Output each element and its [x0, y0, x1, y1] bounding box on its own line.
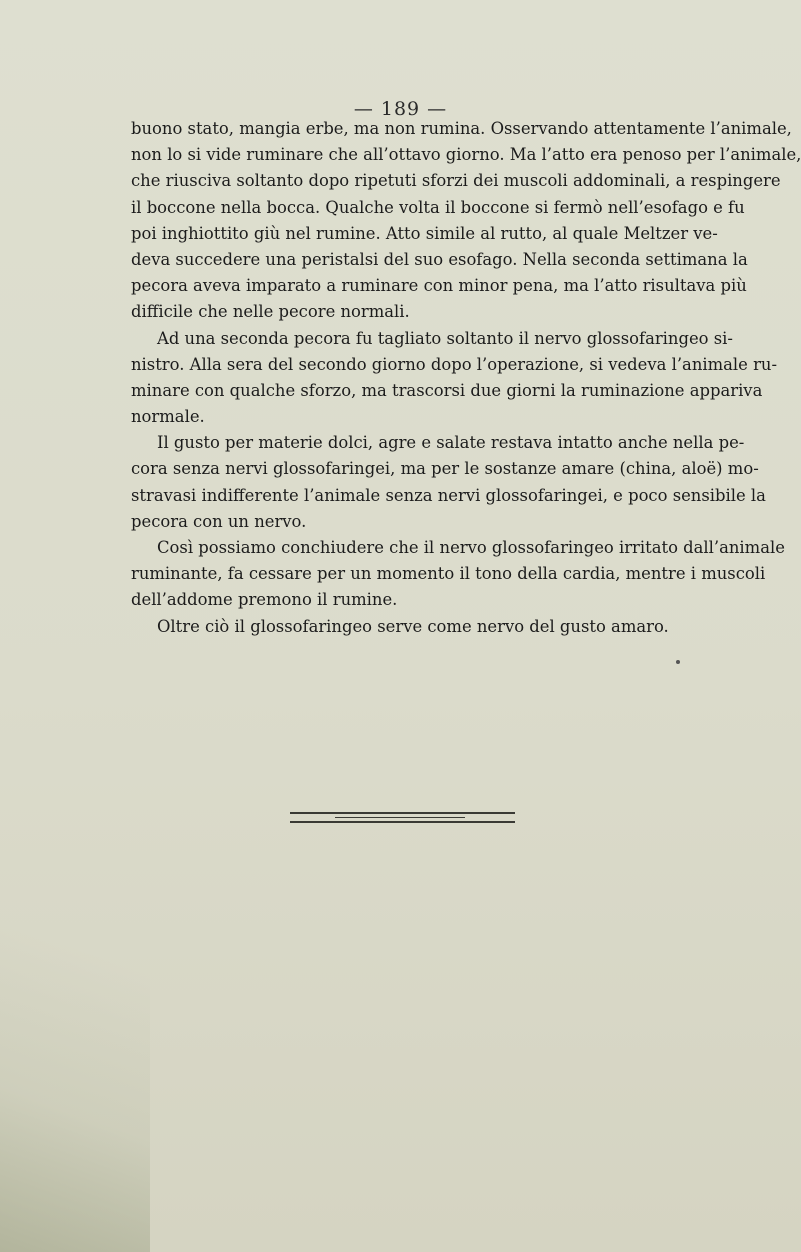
- text-line: difficile che nelle pecore normali.: [131, 302, 410, 322]
- body-text: [131, 116, 801, 640]
- paragraph: [131, 430, 766, 535]
- text-line: cora senza nervi glossofaringei, ma per le sostanze amare (china, aloë) mo-: [131, 459, 759, 479]
- text-line: dell’addome premono il rumine.: [131, 590, 398, 610]
- section-end-rule: [290, 812, 515, 826]
- text-line: poi inghiottito giù nel rumine. Atto simile al rutto, al quale Meltzer ve-: [131, 223, 718, 243]
- rule-line: [290, 821, 515, 823]
- paragraph: [131, 116, 801, 326]
- text-line: deva succedere una peristalsi del suo esofago. Nella seconda settimana la: [131, 249, 748, 269]
- page-number: — 189 —: [353, 98, 448, 120]
- text-line: buono stato, mangia erbe, ma non rumina. Osservando attentamente l’animale,: [131, 119, 792, 138]
- text-line: normale.: [131, 407, 205, 427]
- text-line: il boccone nella bocca. Qualche volta il boccone si fermò nell’esofago e fu: [131, 197, 745, 217]
- paragraph: [131, 535, 785, 614]
- text-line: ruminante, fa cessare per un momento il tono della cardia, mentre i muscoli: [131, 564, 766, 584]
- text-line: che riusciva soltanto dopo ripetuti sforzi dei muscoli addominali, a respingere: [131, 171, 781, 191]
- rule-line: [290, 812, 515, 814]
- print-speck: [676, 660, 680, 664]
- text-line: pecora aveva imparato a ruminare con minor pena, ma l’atto risultava più: [131, 276, 747, 296]
- text-line: stravasi indifferente l’animale senza nervi glossofaringei, e poco sensibile la: [131, 485, 766, 505]
- text-line: Ad una seconda pecora fu tagliato soltanto il nervo glossofaringeo si-: [157, 328, 733, 348]
- text-line: nistro. Alla sera del secondo giorno dopo l’operazione, si vedeva l’animale ru-: [131, 354, 778, 374]
- rule-line-short: [335, 817, 465, 818]
- text-line: Così possiamo conchiudere che il nervo glossofaringeo irritato dall’animale: [157, 538, 785, 557]
- text-line: pecora con un nervo.: [131, 511, 307, 531]
- text-line: minare con qualche sforzo, ma trascorsi due giorni la ruminazione appariva: [131, 380, 763, 400]
- page-edge-shadow: [0, 832, 150, 1252]
- paragraph: [131, 614, 676, 640]
- text-line: non lo si vide ruminare che all’ottavo giorno. Ma l’atto era penoso per l’animale,: [131, 145, 801, 165]
- text-line: Il gusto per materie dolci, agre e salate restava intatto anche nella pe-: [157, 433, 745, 453]
- paragraph: [131, 326, 778, 431]
- text-line: Oltre ciò il glossofaringeo serve come nervo del gusto amaro.: [157, 616, 669, 636]
